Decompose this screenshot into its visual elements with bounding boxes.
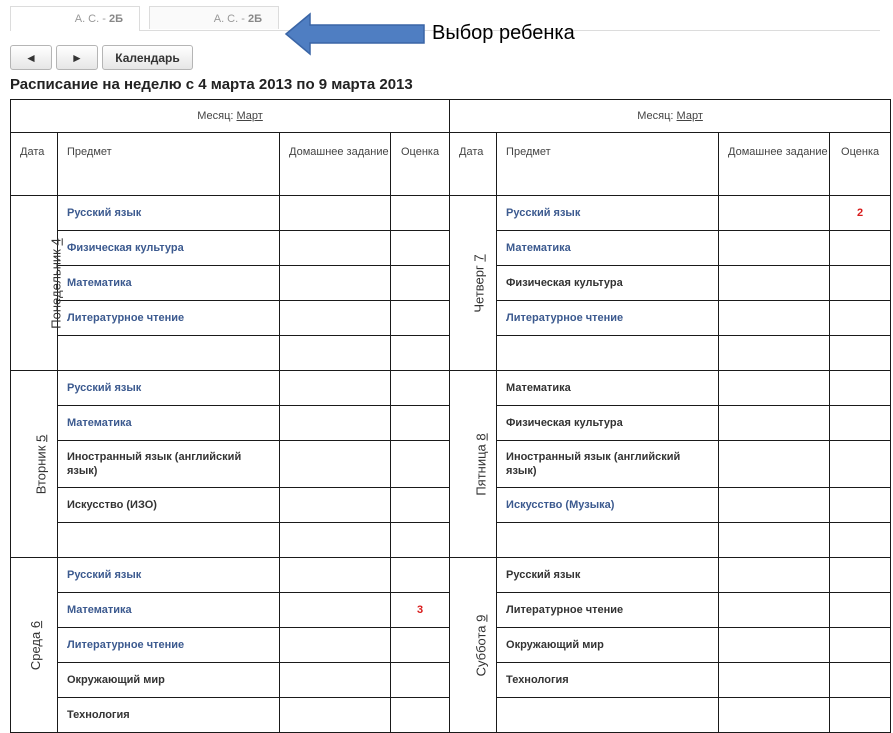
day-number[interactable]: 6 [28, 620, 44, 628]
day-number[interactable]: 5 [33, 434, 49, 442]
day-number[interactable]: 8 [473, 432, 489, 441]
homework-cell [719, 266, 830, 301]
col-header-homework: Домашнее задание [719, 133, 830, 196]
grade-cell [830, 698, 891, 733]
subject-cell[interactable]: Математика [58, 406, 280, 441]
subject-cell [497, 336, 719, 371]
table-row [11, 196, 891, 231]
homework-cell [280, 336, 391, 371]
homework-cell [719, 441, 830, 488]
subject-cell [497, 523, 719, 558]
subject-cell: Технология [497, 663, 719, 698]
homework-cell [280, 628, 391, 663]
grade-cell [391, 558, 450, 593]
month-label: Месяц: [637, 110, 674, 122]
subject-cell[interactable]: Физическая культура [58, 231, 280, 266]
col-header-grade: Оценка [391, 133, 450, 196]
homework-cell [719, 628, 830, 663]
child-tab-1-class: 2Б [108, 13, 123, 25]
day-cell [11, 196, 64, 371]
month-label: Месяц: [197, 110, 234, 122]
schedule-table [10, 99, 891, 733]
subject-cell[interactable]: Литературное чтение [58, 301, 280, 336]
subject-cell[interactable]: Русский язык [497, 196, 719, 231]
homework-cell [280, 698, 391, 733]
homework-cell [719, 196, 830, 231]
day-cell [450, 558, 497, 733]
subject-cell: Физическая культура [497, 406, 719, 441]
child-tab-2[interactable] [149, 6, 279, 29]
subject-cell: Физическая культура [497, 266, 719, 301]
grade-cell [391, 301, 450, 336]
day-name: Суббота [473, 624, 489, 676]
schedule-body [11, 196, 891, 733]
homework-cell [280, 663, 391, 698]
col-header-subject: Предмет [58, 133, 280, 196]
day-name: Четверг [471, 264, 487, 313]
day-label [473, 614, 488, 676]
homework-cell [280, 371, 391, 406]
homework-cell [719, 558, 830, 593]
child-tab-1[interactable] [10, 6, 140, 31]
subject-cell: Иностранный язык (английский язык) [58, 441, 280, 488]
table-row [11, 558, 891, 593]
grade-cell [830, 266, 891, 301]
month-value[interactable]: Март [676, 110, 703, 122]
grade-cell [391, 231, 450, 266]
grade-cell [391, 336, 450, 371]
homework-cell [280, 488, 391, 523]
day-label [28, 620, 43, 669]
homework-cell [280, 523, 391, 558]
header-row [11, 133, 891, 196]
day-label [474, 433, 489, 495]
month-cell-left [11, 100, 450, 133]
subject-cell: Русский язык [497, 558, 719, 593]
day-label [49, 238, 64, 328]
prev-week-button[interactable]: ◄ [10, 45, 52, 70]
grade-cell: 2 [830, 196, 891, 231]
subject-cell [497, 698, 719, 733]
homework-cell [280, 593, 391, 628]
day-cell [450, 371, 497, 558]
subject-cell[interactable]: Русский язык [58, 558, 280, 593]
grade-cell [391, 371, 450, 406]
subject-cell[interactable]: Русский язык [58, 196, 280, 231]
homework-cell [719, 698, 830, 733]
day-label [472, 254, 487, 312]
day-name: Пятница [473, 443, 489, 496]
month-row [11, 100, 891, 133]
homework-cell [280, 196, 391, 231]
homework-cell [719, 523, 830, 558]
grade-cell [830, 406, 891, 441]
subject-cell: Иностранный язык (английский язык) [497, 441, 719, 488]
grade-cell [391, 406, 450, 441]
homework-cell [719, 488, 830, 523]
subject-cell[interactable]: Литературное чтение [497, 301, 719, 336]
homework-cell [280, 558, 391, 593]
col-header-date: Дата [450, 133, 497, 196]
month-cell-right [450, 100, 891, 133]
homework-cell [719, 336, 830, 371]
col-header-grade: Оценка [830, 133, 891, 196]
subject-cell[interactable]: Литературное чтение [58, 628, 280, 663]
homework-cell [280, 406, 391, 441]
table-row [11, 371, 891, 406]
homework-cell [280, 441, 391, 488]
grade-cell [391, 698, 450, 733]
homework-cell [280, 231, 391, 266]
subject-cell[interactable]: Русский язык [58, 371, 280, 406]
grade-cell [391, 441, 450, 488]
grade-cell [830, 523, 891, 558]
next-week-button[interactable]: ► [56, 45, 98, 70]
homework-cell [719, 406, 830, 441]
homework-cell [719, 231, 830, 266]
day-cell [450, 196, 497, 371]
subject-cell: Литературное чтение [497, 593, 719, 628]
grade-cell [830, 488, 891, 523]
annotation-label: Выбор ребенка [432, 22, 575, 44]
month-value[interactable]: Март [236, 110, 263, 122]
col-header-subject: Предмет [497, 133, 719, 196]
homework-cell [719, 371, 830, 406]
child-tab-1-label: А. С. - [74, 13, 109, 25]
subject-cell[interactable]: Математика [58, 593, 280, 628]
day-number[interactable]: 9 [473, 614, 489, 622]
subject-cell[interactable]: Математика [58, 266, 280, 301]
grade-cell: 3 [391, 593, 450, 628]
homework-cell [280, 266, 391, 301]
grade-cell [830, 301, 891, 336]
grade-cell [830, 558, 891, 593]
subject-cell[interactable]: Математика [497, 231, 719, 266]
grade-cell [391, 196, 450, 231]
subject-cell: Технология [58, 698, 280, 733]
grade-cell [391, 628, 450, 663]
grade-cell [830, 663, 891, 698]
subject-cell [58, 336, 280, 371]
grade-cell [391, 266, 450, 301]
day-cell [11, 558, 58, 733]
subject-cell: Окружающий мир [497, 628, 719, 663]
grade-cell [391, 523, 450, 558]
subject-cell [58, 523, 280, 558]
child-tab-2-class: 2Б [247, 13, 262, 25]
day-number[interactable]: 7 [471, 253, 487, 262]
day-number[interactable]: 4 [48, 237, 64, 246]
grade-cell [830, 628, 891, 663]
grade-cell [391, 663, 450, 698]
grade-cell [830, 593, 891, 628]
day-name: Понедельник [48, 248, 64, 329]
homework-cell [719, 301, 830, 336]
homework-cell [280, 301, 391, 336]
day-name: Среда [28, 631, 44, 670]
subject-cell[interactable]: Искусство (Музыка) [497, 488, 719, 523]
day-name: Вторник [33, 445, 49, 494]
child-tab-2-label: А. С. - [213, 13, 248, 25]
day-label [33, 434, 48, 494]
day-cell [11, 371, 58, 558]
arrow-left-icon [284, 12, 426, 56]
homework-cell [719, 663, 830, 698]
page-title: Расписание на неделю с 4 марта 2013 по 9 марта 2013 [10, 76, 413, 93]
calendar-button[interactable]: Календарь [102, 45, 193, 70]
grade-cell [391, 488, 450, 523]
col-header-homework: Домашнее задание [280, 133, 391, 196]
homework-cell [719, 593, 830, 628]
col-header-date: Дата [11, 133, 58, 196]
grade-cell [830, 441, 891, 488]
subject-cell: Искусство (ИЗО) [58, 488, 280, 523]
grade-cell [830, 371, 891, 406]
subject-cell: Математика [497, 371, 719, 406]
grade-cell [830, 231, 891, 266]
grade-cell [830, 336, 891, 371]
subject-cell: Окружающий мир [58, 663, 280, 698]
